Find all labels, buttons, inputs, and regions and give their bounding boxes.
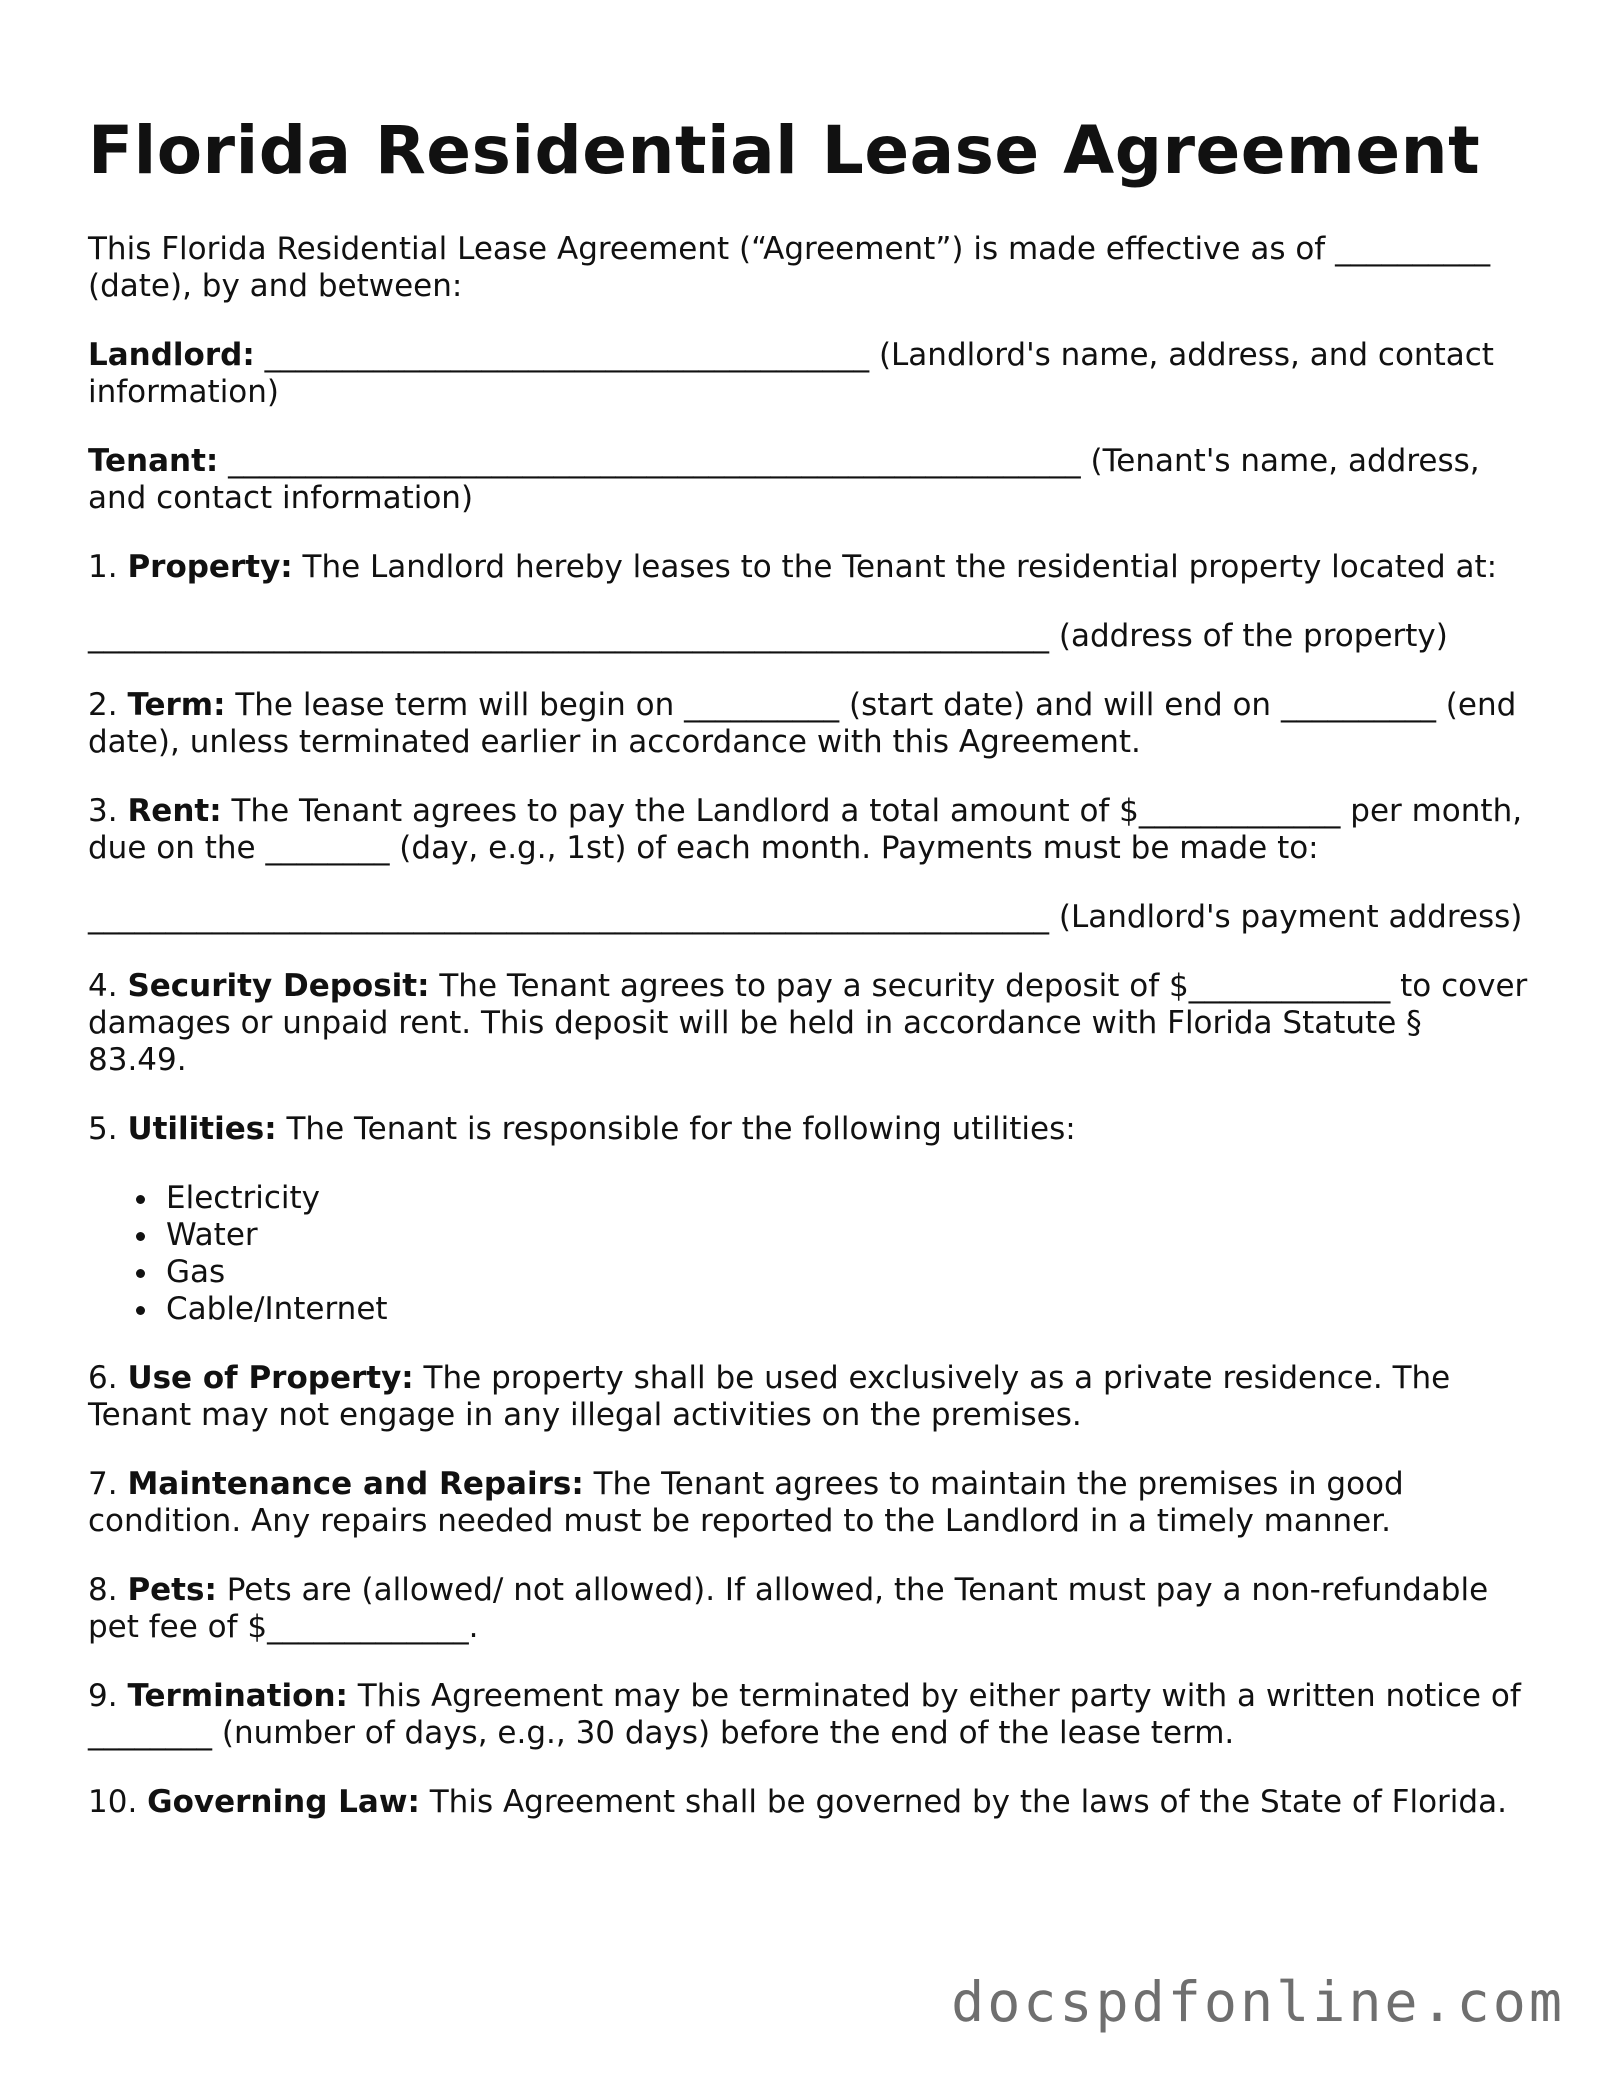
section-maintenance: [88, 1466, 1528, 1540]
intro-paragraph: This Florida Residential Lease Agreement (“Agreement”) is made effective as of __________ (date), by and between:: [88, 231, 1491, 304]
section-number: 6.: [88, 1360, 118, 1396]
payment-address-line: ______________________________________________________________ (Landlord's payment address): [88, 899, 1523, 935]
document-title: Florida Residential Lease Agreement: [88, 112, 1481, 189]
section-property: [88, 549, 1528, 586]
section-text: This Agreement shall be governed by the laws of the State of Florida.: [419, 1784, 1507, 1820]
section-heading: Term:: [127, 687, 226, 723]
section-term: [88, 687, 1528, 761]
section-termination: [88, 1678, 1528, 1752]
section-text: The property shall be used exclusively as a private residence. The Tenant may not engage in any illegal activities on the premises.: [88, 1360, 1451, 1433]
section-heading: Utilities:: [127, 1111, 277, 1147]
section-number: 10.: [88, 1784, 138, 1820]
section-text: The Landlord hereby leases to the Tenant the residential property located at:: [292, 549, 1498, 585]
section-text: The Tenant agrees to pay a security deposit of $_____________ to cover damages or unpaid rent. This deposit will be held in accordance with Florida Statute § 83.49.: [88, 968, 1528, 1078]
section-number: 8.: [88, 1572, 118, 1608]
section-text: The Tenant is responsible for the following utilities:: [276, 1111, 1076, 1147]
section-heading: Security Deposit:: [127, 968, 430, 1004]
section-text: This Agreement may be terminated by either party with a written notice of ________ (number of days, e.g., 30 days) before the end of the lease term.: [88, 1678, 1521, 1751]
section-number: 5.: [88, 1111, 118, 1147]
landlord-field: _______________________________________ (Landlord's name, address, and contact information): [88, 337, 1494, 410]
section-text: Pets are (allowed/ not allowed). If allowed, the Tenant must pay a non-refundable pet fee of $_____________.: [88, 1572, 1489, 1645]
utilities-list: [88, 1180, 1528, 1328]
tenant-paragraph: [88, 443, 1528, 517]
section-heading: Use of Property:: [127, 1360, 414, 1396]
section-text: The lease term will begin on __________ (start date) and will end on __________ (end date), unless terminated earlier in accordance with this Agreement.: [88, 687, 1517, 760]
section-rent: [88, 793, 1528, 867]
section-text: The Tenant agrees to pay the Landlord a total amount of $_____________ per month, due on the ________ (day, e.g., 1st) of each month. Payments must be made to:: [88, 793, 1523, 866]
section-number: 2.: [88, 687, 118, 723]
section-number: 1.: [88, 549, 118, 585]
list-item: Gas: [166, 1254, 1528, 1291]
section-number: 3.: [88, 793, 118, 829]
tenant-field: _______________________________________________________ (Tenant's name, address, and contact information): [88, 443, 1480, 516]
section-pets: [88, 1572, 1528, 1646]
property-address-line: ______________________________________________________________ (address of the property): [88, 618, 1448, 654]
landlord-label: Landlord:: [88, 337, 255, 373]
section-number: 9.: [88, 1678, 118, 1714]
section-number: 7.: [88, 1466, 118, 1502]
tenant-label: Tenant:: [88, 443, 219, 479]
section-heading: Governing Law:: [147, 1784, 420, 1820]
list-item: Electricity: [166, 1180, 1528, 1217]
section-use-of-property: [88, 1360, 1528, 1434]
section-heading: Maintenance and Repairs:: [127, 1466, 584, 1502]
section-heading: Rent:: [127, 793, 222, 829]
document-body: [88, 231, 1528, 1853]
watermark: docspdfonline.com: [951, 1970, 1565, 2034]
list-item: Water: [166, 1217, 1528, 1254]
section-number: 4.: [88, 968, 118, 1004]
section-utilities: [88, 1111, 1528, 1148]
landlord-paragraph: [88, 337, 1528, 411]
section-heading: Pets:: [127, 1572, 217, 1608]
section-text: The Tenant agrees to maintain the premises in good condition. Any repairs needed must be reported to the Landlord in a timely manner.: [88, 1466, 1404, 1539]
section-heading: Property:: [127, 549, 293, 585]
section-heading: Termination:: [127, 1678, 348, 1714]
list-item: Cable/Internet: [166, 1291, 1528, 1328]
section-governing-law: [88, 1784, 1528, 1821]
section-security-deposit: [88, 968, 1528, 1079]
